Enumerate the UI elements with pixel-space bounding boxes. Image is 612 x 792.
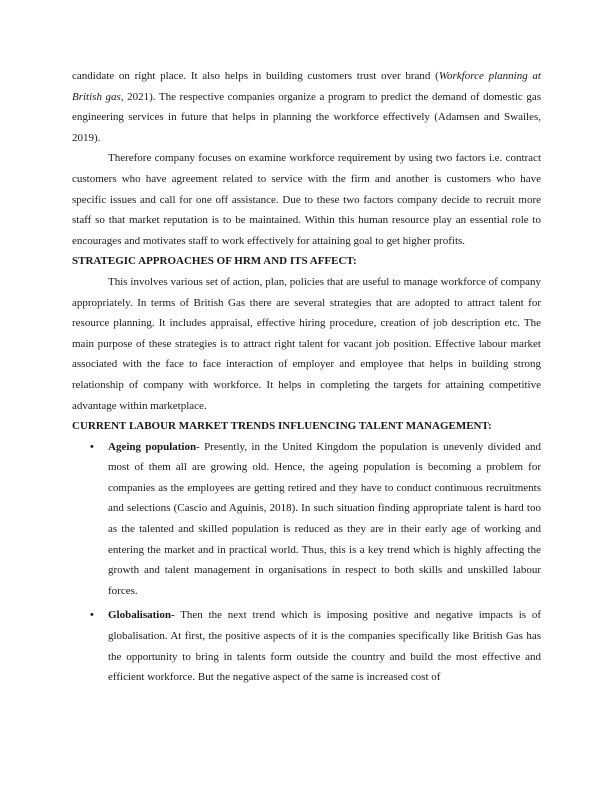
- bullet-term: Globalisation-: [108, 609, 175, 622]
- paragraph-workforce-requirement: Therefore company focuses on examine workforce requirement by using two factors i.e. contract customers who have agreement related to service with the firm and another is customers who have specific issues and call for one off assistance. Due to these two factors company decide to recruit more staff so that market reputation is to be maintained. Within this human resource play an essential role to encourages and motivates staff to work effectively for attaining goal to get higher profits.: [72, 152, 541, 247]
- bullet-text: - Presently, in the United Kingdom the population is unevenly divided and most of them all are growing old. Hence, the ageing population is becoming a problem for companies as the employees are getting retired and they have to conduct continuous recruitments and selections (Cascio and Aguinis, 2018). In such situation finding appropriate talent is hard too as the talented and skilled population is reduced as they are in their early age of working and entering the market and in practical world. Thus, this is a key trend which is highly affecting the growth and talent management in organisations in respect to both skills and unskilled labour forces.: [108, 440, 541, 597]
- trends-list: [72, 437, 541, 688]
- bullet-icon: •: [90, 440, 94, 453]
- heading-strategic-approaches: STRATEGIC APPROACHES OF HRM AND ITS AFFECT:: [72, 255, 357, 268]
- list-item: [72, 437, 541, 602]
- paragraph-intro-text: candidate on right place. It also helps in building customers trust over brand (: [72, 70, 439, 82]
- bullet-icon: •: [90, 609, 94, 622]
- paragraph-intro-rest: 2021). The respective companies organize a program to predict the demand of domestic gas engineering services in future that helps in planning the workforce effectively (Adamsen and Swailes, 2019).: [72, 90, 542, 144]
- paragraph-strategies: This involves various set of action, plan, policies that are useful to manage workforce of company appropriately. In terms of British Gas there are several strategies that are adopted to attract talent for resource planning. It includes appraisal, effective hiring procedure, creation of job description etc. The main purpose of these strategies is to attract right talent for vacant job position. Effective labour market associated with the face to face interaction of employer and employee that helps in building strong relationship of company with workforce. It helps in completing the targets for attaining competitive advantage within marketplace.: [72, 275, 541, 412]
- heading-labour-market-trends: CURRENT LABOUR MARKET TRENDS INFLUENCING TALENT MANAGEMENT:: [72, 420, 492, 433]
- document-page: [72, 66, 541, 692]
- bullet-term: Ageing population: [108, 440, 197, 453]
- paragraph-intro: [72, 66, 541, 148]
- bullet-text: Then the next trend which is imposing positive and negative impacts is of globalisation. At first, the positive aspects of it is the companies specifically like British Gas has the opportunity to bring in talents form outside the country and build the most effective and efficient workforce. But the negative aspect of the same is increased cost of: [108, 609, 541, 684]
- list-item: [72, 605, 541, 687]
- citation-italic: Workforce planning at British gas,: [72, 70, 541, 103]
